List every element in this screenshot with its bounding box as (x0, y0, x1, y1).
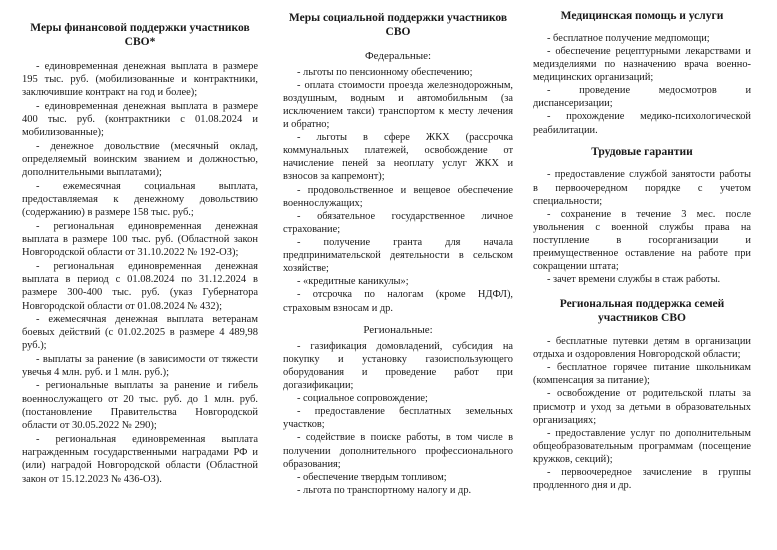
regional-heading: Региональные: (363, 323, 433, 336)
list-item: - льготы в сфере ЖКХ (рассрочка коммунальных платежей, освобождение от начисление пеней за неоплату услуг ЖКХ и взносов за капремонт); (283, 132, 513, 183)
regional-support-list (283, 340, 513, 497)
list-item: - прохождение медико-психологической реабилитации. (533, 111, 751, 136)
list-item: - получение гранта для начала предпринимательской деятельности в сельском хозяйстве; (283, 237, 513, 275)
list-item: - ежемесячная денежная выплата ветеранам боевых действий (с 01.02.2025 в размере 4 489,98 руб.); (22, 313, 258, 352)
list-item: - бесплатное горячее питание школьникам (компенсация за питание); (533, 362, 751, 387)
list-item: - ежемесячная социальная выплата, предоставляемая к денежному довольствию (содержанию) в размере 158 тыс. руб.; (22, 180, 258, 219)
list-item: - обеспечение рецептурными лекарствами и медизделиями по назначению врача военно-медицинских организаций; (533, 45, 751, 84)
list-item: - продовольственное и вещевое обеспечение военнослужащих; (283, 184, 513, 209)
list-item: - региональные выплаты за ранение и гибель военнослужащего от 20 тыс. руб. до 1 млн. руб. (постановление Правительства Новгородской области от 30.05.2022 № 290); (22, 380, 258, 432)
list-item: - предоставление бесплатных земельных участков; (283, 406, 513, 431)
financial-support-title: Меры финансовой поддержки участников СВО* (30, 22, 250, 48)
list-item: - зачет времени службы в стаж работы. (547, 274, 721, 286)
list-item: - денежное довольствие (месячный оклад, определяемый воинским званием и должностью, дополнительными выплатами); (22, 140, 258, 179)
list-item: - бесплатное получение медпомощи; (547, 32, 710, 44)
list-item: - региональная единовременная денежная выплата в размере 100 тыс. руб. (Областной закон Новгородской области от 31.10.2022 № 192-ОЗ); (22, 220, 258, 259)
labor-list (533, 168, 751, 286)
list-item: - газификация домовладений, субсидия на покупку и установку газоиспользующего оборудования и проведение работ при догазификации; (283, 340, 513, 391)
medical-list (533, 32, 751, 137)
list-item: - обязательное государственное личное страхование; (283, 210, 513, 235)
list-item: - льгота по транспортному налогу и др. (297, 484, 472, 496)
labor-title: Трудовые гарантии (591, 145, 693, 158)
list-item: - льготы по пенсионному обеспечению; (297, 66, 473, 78)
financial-support-column (22, 0, 258, 550)
list-item: - социальное сопровождение; (297, 393, 428, 405)
list-item: - обеспечение твердым топливом; (297, 471, 447, 483)
list-item: - первоочередное зачисление в группы продленного дня и др. (533, 467, 751, 492)
list-item: - предоставление службой занятости работы в первоочередном порядке с учетом специальности; (533, 169, 751, 207)
family-title: Региональная поддержка семей участников СВО (559, 298, 725, 325)
medical-title: Медицинская помощь и услуги (560, 10, 724, 22)
list-item: - отсрочка по налогам (кроме НДФЛ), страховым взносам и др. (283, 289, 513, 314)
list-item: - предоставление услуг по дополнительным общеобразовательным программам (посещение кружков, секций); (533, 427, 751, 466)
family-list (533, 335, 751, 492)
list-item: - содействие в поиске работы, в том числе в получении дополнительного профессионального образования; (283, 432, 513, 470)
list-item: - региональная единовременная выплата награжденным государственными наградами РФ и (или) наградой Новгородской области (Областной закон от 15.12.2023 № 436-ОЗ). (22, 433, 258, 485)
list-item: - освобождение от родительской платы за присмотр и уход за детьми в образовательных организациях; (533, 388, 751, 426)
medical-labor-family-column (533, 0, 751, 550)
list-item: - оплата стоимости проезда железнодорожным, воздушным, водным и автомобильным (за исключением такси) транспортом к месту лечения и обратно; (283, 79, 513, 131)
list-item: - проведение медосмотров и диспансеризации; (533, 85, 751, 110)
list-item: - сохранение в течение 3 мес. после увольнения с военной службы права на поступление в госорганизации и преимущественное оставление на работе при сокращении штата; (533, 208, 751, 273)
list-item: - единовременная денежная выплата в размере 195 тыс. руб. (мобилизованные и контрактники, заключившие контракт на год и более); (22, 60, 258, 99)
social-support-title: Меры социальной поддержки участников СВО (288, 12, 508, 38)
federal-support-list (283, 66, 513, 315)
list-item: - единовременная денежная выплата в размере 400 тыс. руб. (контрактники с 01.08.2024 и мобилизованные); (22, 100, 258, 139)
federal-heading: Федеральные: (364, 49, 432, 62)
social-support-column (283, 0, 513, 550)
list-item: - выплаты за ранение (в зависимости от тяжести увечья 4 млн. руб. и 1 млн. руб.); (22, 353, 258, 379)
list-item: - бесплатные путевки детям в организации отдыха и оздоровления Новгородской области; (533, 336, 751, 361)
list-item: - региональная единовременная денежная выплата в период с 01.08.2024 по 31.12.2024 в размере 300-400 тыс. руб. (указ Губернатора Новгородской области от 01.08.2024 № 432); (22, 260, 258, 312)
financial-support-list (22, 60, 258, 487)
list-item: - «кредитные каникулы»; (297, 276, 409, 288)
